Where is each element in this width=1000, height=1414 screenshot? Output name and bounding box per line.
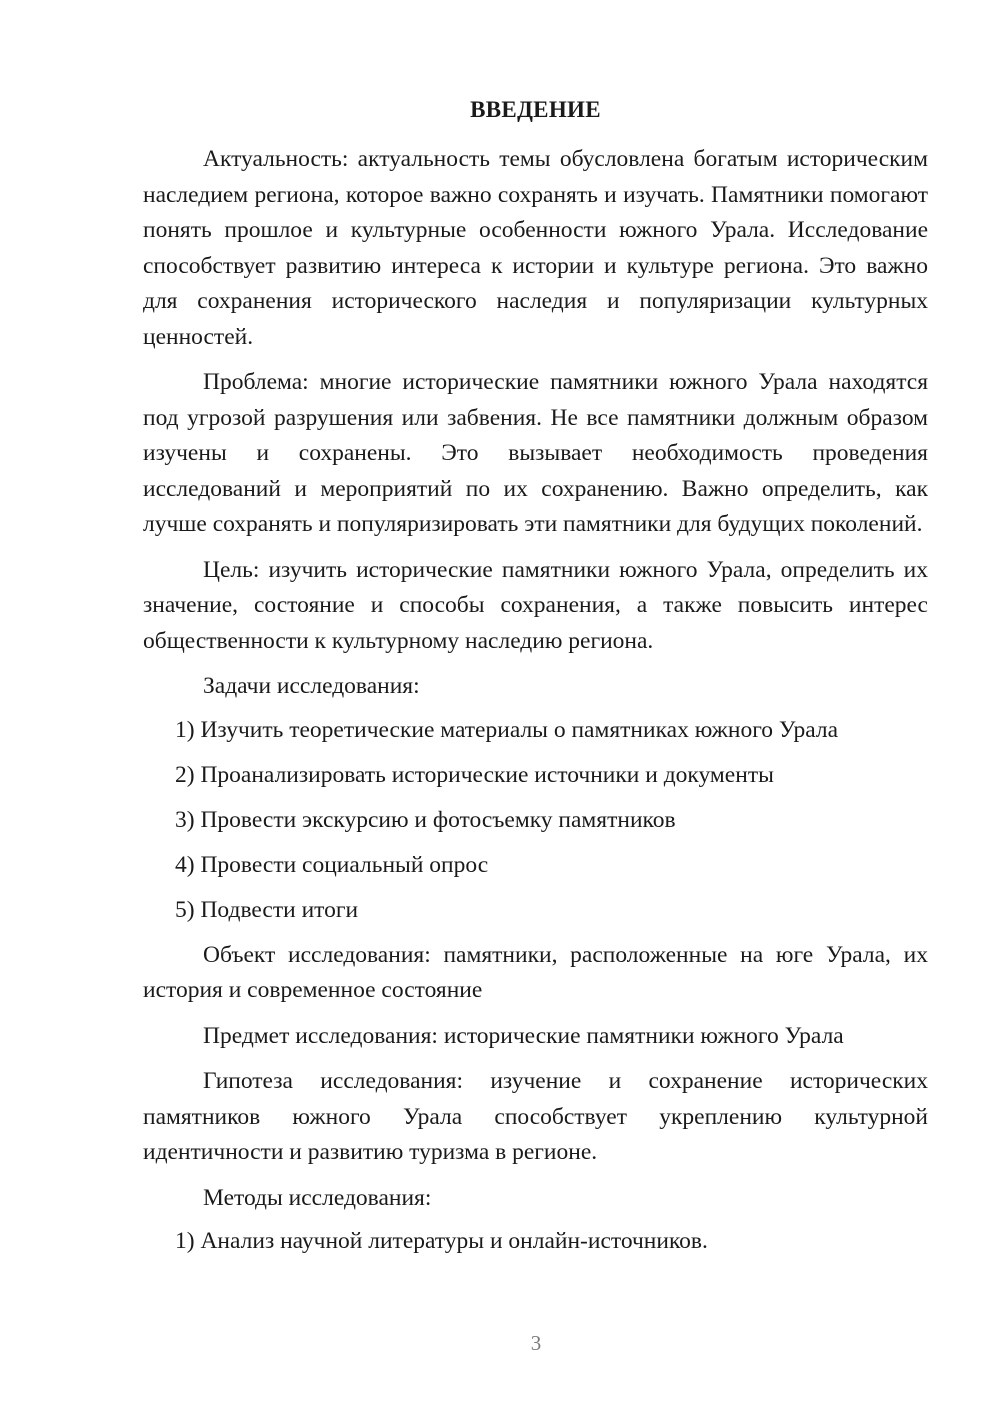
list-item: 2) Проанализировать исторические источники и документы [175, 761, 774, 788]
paragraph-object: Объект исследования: памятники, расположенные на юге Урала, их история и современное состояние [143, 941, 928, 1003]
methods-heading: Методы исследования: [203, 1184, 432, 1211]
list-item: 1) Изучить теоретические материалы о памятниках южного Урала [175, 716, 839, 743]
paragraph-subject: Предмет исследования: исторические памятники южного Урала [203, 1022, 844, 1049]
paragraph-hypothesis: Гипотеза исследования: изучение и сохранение исторических памятников южного Урала способствует укреплению культурной идентичности и развитию туризма в регионе. [143, 1068, 928, 1165]
list-item: 4) Провести социальный опрос [175, 851, 489, 878]
paragraph-problem: Проблема: многие исторические памятники южного Урала находятся под угрозой разрушения или забвения. Не все памятники должным образом изучены и сохранены. Это вызывает необходимость проведения исследований и мероприятий по их сохранению. Важно определить, как лучше сохранять и популяризировать эти памятники для будущих поколений. [143, 369, 928, 537]
page-content [143, 92, 928, 1269]
tasks-list [143, 713, 928, 929]
tasks-heading: Задачи исследования: [203, 673, 420, 699]
paragraph-goal: Цель: изучить исторические памятники южного Урала, определить их значение, состояние и способы сохранения, а также повысить интерес общественности к культурному наследию региона. [143, 556, 928, 654]
paragraph-relevance: Актуальность: актуальность темы обусловлена богатым историческим наследием региона, которое важно сохранять и изучать. Памятники помогают понять прошлое и культурные особенности южного Урала. Исследование способствует развитию интереса к истории и культуре региона. Это важно для сохранения исторического наследия и популяризации культурных ценностей. [143, 146, 928, 350]
page-title: ВВЕДЕНИЕ [470, 97, 601, 122]
methods-list [143, 1224, 928, 1260]
page-number: 3 [530, 1331, 542, 1355]
list-item: 3) Провести экскурсию и фотосъемку памятников [175, 806, 676, 833]
list-item: 5) Подвести итоги [175, 896, 359, 923]
list-item: 1) Анализ научной литературы и онлайн-источников. [175, 1228, 708, 1254]
